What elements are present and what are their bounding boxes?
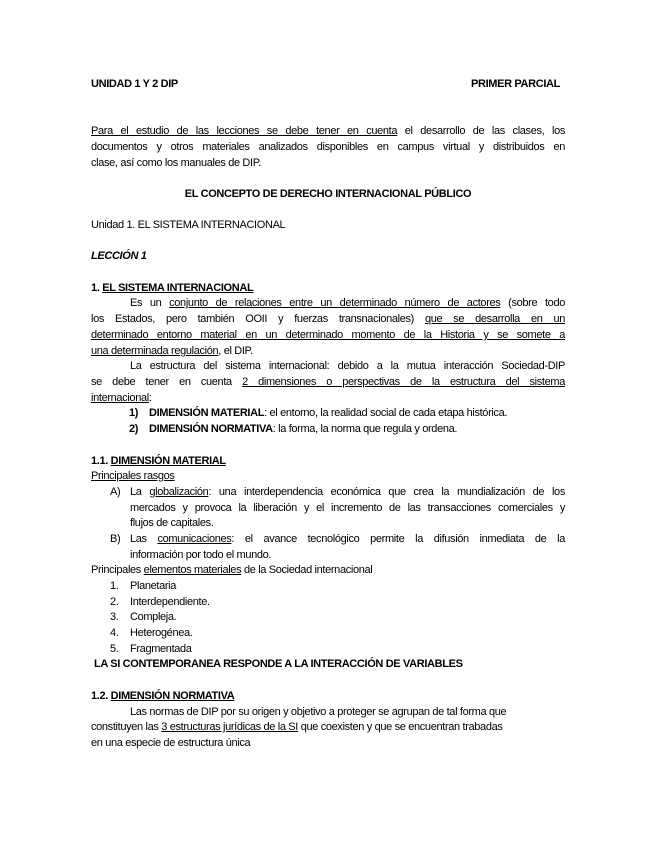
- header-right: PRIMER PARCIAL: [471, 78, 561, 90]
- header-left: UNIDAD 1 Y 2 DIP: [91, 78, 178, 90]
- intro-line-3: clase, así como los manuales de DIP.: [91, 157, 262, 169]
- section-1-2-heading: 1.2. DIMENSIÓN NORMATIVA: [91, 690, 235, 702]
- s12-line-2: constituyen las 3 estructuras jurídicas de la SI que coexisten y que se encuentran trabadas: [91, 721, 503, 733]
- section-1-heading: 1. EL SISTEMA INTERNACIONAL: [91, 282, 254, 294]
- s1-p1-line-1: Es un conjunto de relaciones entre un determinado número de actores (sobre todo: [130, 297, 565, 309]
- s1-p2-line-2: se debe tener en cuenta 2 dimensiones o perspectivas de la estructura del sistema: [91, 376, 565, 388]
- document-page: UNIDAD 1 Y 2 DIP PRIMER PARCIAL Para el estudio de las lecciones se debe tener en cuenta el desarrollo de las clases, los documentos y otros materiales analizados disponibles en campus virtual y distribuidos en clase, así como los manuales de DIP. EL CONCEPTO DE DERECHO INTERNACIONAL PÚBLICO Unidad 1. EL SISTEMA INTERNACIONAL LECCIÓN 1 1. EL SISTEMA INTERNACIONAL Es un conjunto de relaciones entre un determinado número de actores (sobre todo los Estados, pero también OOII y fuerzas transnacionales) que se desarrolla en un determinado entorno material en un determinado momento de la Historia y se somete a una determinada regulación, el DIP. La estructura del sistema internacional: debido a la mutua interacción Sociedad-DIP se debe tener en cuenta 2 dimensiones o perspectivas de la estructura del sistema internacional: 1) DIMENSIÓN MATERIAL: el entorno, la realidad social de cada etapa histórica. 2) DIMENSIÓN NORMATIVA: la forma, la norma que regula y ordena. 1.1. DIMENSIÓN MATERIAL Principales rasgos A) La globalización: una interdependencia económica que crea la mundialización de los mercados y provoca la liberación y el incremento de las transacciones comerciales y flujos de capitales. B) Las comunicaciones: el avance tecnológico permite la difusión inmediata de la información por todo el mundo. Principales elementos materiales de la Sociedad internacional 1. Planetaria 2. Interdependiente. 3. Compleja. 4. Heterogénea. 5. Fragmentada LA SI CONTEMPORANEA RESPONDE A LA INTERACCIÓN DE VARIABLES 1.2. DIMENSIÓN NORMATIVA Las normas de DIP por su origen y objetivo a proteger se agrupan de tal forma que constituyen las 3 estructuras jurídicas de la SI que coexisten y que se encuentran trabadas en una especie de estructura única: [0, 0, 655, 848]
- intro-line-2: documentos y otros materiales analizados disponibles en campus virtual y distribuidos en: [91, 141, 565, 153]
- rasgo-a-letter: A): [110, 486, 121, 498]
- conclusion-line: LA SI CONTEMPORANEA RESPONDE A LA INTERACCIÓN DE VARIABLES: [94, 658, 463, 670]
- rasgo-a-line-2: mercados y provoca la liberación y el incremento de las transacciones comerciales y: [130, 502, 565, 514]
- rasgo-b-line-2: información por todo el mundo.: [130, 549, 272, 561]
- intro-underlined: Para el estudio de las lecciones se debe tener en cuenta: [91, 125, 398, 137]
- s1-p1-line-4: una determinada regulación, el DIP.: [91, 345, 253, 357]
- s1-p1-line-2: los Estados, pero también OOII y fuerzas transnacionales) que se desarrolla en un: [91, 313, 566, 325]
- main-title: EL CONCEPTO DE DERECHO INTERNACIONAL PÚBLICO: [184, 188, 472, 200]
- rasgos-label: Principales rasgos: [91, 470, 175, 482]
- section-1-2-title: DIMENSIÓN NORMATIVA: [110, 690, 235, 702]
- s1-p2-line-3: internacional:: [91, 392, 152, 404]
- intro-line-1: Para el estudio de las lecciones se debe tener en cuenta el desarrollo de las clases, los: [91, 125, 565, 137]
- unit-label: Unidad 1. EL SISTEMA INTERNACIONAL: [91, 219, 286, 231]
- s12-line-1: Las normas de DIP por su origen y objetivo a proteger se agrupan de tal forma que: [130, 706, 507, 718]
- elementos-label: Principales elementos materiales de la Sociedad internacional: [91, 564, 373, 576]
- s12-line-3: en una especie de estructura única: [91, 737, 251, 749]
- rasgo-b-letter: B): [110, 533, 121, 545]
- section-1-title: EL SISTEMA INTERNACIONAL: [102, 282, 254, 294]
- rasgo-b-line-1: Las comunicaciones: el avance tecnológico permite la difusión inmediata de la: [130, 533, 565, 545]
- rasgo-a-line-3: flujos de capitales.: [130, 517, 214, 529]
- s1-p1-line-3: determinado entorno material en un determinado momento de la Historia y se somete a: [91, 329, 565, 341]
- header-row: [91, 77, 565, 92]
- section-1-1-title: DIMENSIÓN MATERIAL: [110, 455, 226, 467]
- rasgo-a-line-1: La globalización: una interdependencia económica que crea la mundialización de los: [130, 486, 565, 498]
- lesson-label: LECCIÓN 1: [91, 250, 147, 262]
- s1-p2-line-1: La estructura del sistema internacional: debido a la mutua interacción Sociedad-DIP: [130, 360, 565, 372]
- section-1-1-heading: 1.1. DIMENSIÓN MATERIAL: [91, 455, 226, 467]
